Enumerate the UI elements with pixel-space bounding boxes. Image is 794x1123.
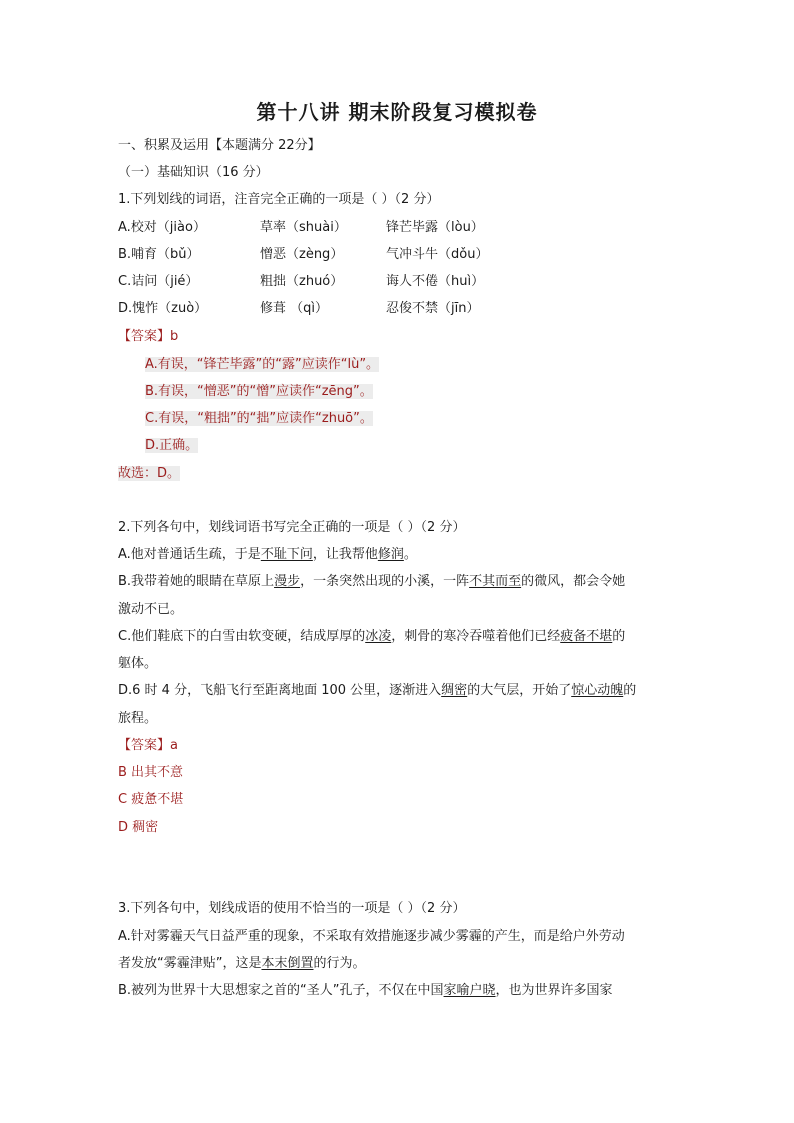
q2-note-d: D 稠密 xyxy=(118,820,159,835)
q1-explanation-d: D.正确。 xyxy=(145,438,199,453)
q2-stem: 2.下列各句中，划线词语书写完全正确的一项是（ ）（2 分） xyxy=(118,520,466,535)
text: B.我带着她的眼睛在草原上 xyxy=(118,574,275,589)
text: A.他对普通话生疏，于是 xyxy=(118,547,261,562)
underlined-term: 疲备不堪 xyxy=(560,629,613,644)
underlined-term: 绸密 xyxy=(441,683,468,698)
text: 的大气层，开始了 xyxy=(467,683,572,698)
text: 的微风，都会令她 xyxy=(521,574,626,589)
q2-option-d-cont: 旅程。 xyxy=(118,711,158,726)
q1-explanation-a: A.有误，“锋芒毕露”的“露”应读作“lù”。 xyxy=(145,357,380,372)
underlined-term: 冰凌 xyxy=(365,629,392,644)
q2-option-c xyxy=(118,628,625,646)
q1-option-c-2: 粗拙（zhuó） xyxy=(260,274,344,289)
underlined-term: 漫步 xyxy=(274,574,301,589)
text: ，让我帮他 xyxy=(312,547,378,562)
q1-option-b-2: 憎恶（zèng） xyxy=(260,247,344,262)
underlined-term: 不耻下问 xyxy=(260,547,313,562)
underlined-term: 家喻户晓 xyxy=(443,983,496,998)
q2-note-b: B 出其不意 xyxy=(118,765,184,780)
q3-option-a-cont xyxy=(118,955,366,973)
text: 者发放“雾霾津贴”，这是 xyxy=(118,956,262,971)
underlined-term: 修润 xyxy=(377,547,404,562)
q2-option-b-cont: 激动不已。 xyxy=(118,602,184,617)
q1-option-a-3: 锋芒毕露（lòu） xyxy=(386,220,484,235)
text: ，也为世界许多国家 xyxy=(495,983,613,998)
q1-option-d-2: 修葺 （qì） xyxy=(260,301,328,316)
q2-option-c-cont: 躯体。 xyxy=(118,656,158,671)
q1-answer: 【答案】b xyxy=(118,329,179,344)
q1-option-a-2: 草率（shuài） xyxy=(260,220,347,235)
q1-option-a-1: A.校对（jiào） xyxy=(118,220,206,235)
q1-option-b-3: 气冲斗牛（dǒu） xyxy=(386,247,489,262)
section-heading: 一、积累及运用【本题满分 22分】 xyxy=(118,138,321,153)
q2-option-d xyxy=(118,682,636,700)
q1-explanation-c: C.有误，“粗拙”的“拙”应读作“zhuō”。 xyxy=(145,411,373,426)
text: 。 xyxy=(403,547,417,562)
q1-option-c-1: C.诘问（jié） xyxy=(118,274,199,289)
q2-note-c: C 疲惫不堪 xyxy=(118,792,184,807)
q1-conclusion: 故选：D。 xyxy=(118,466,181,481)
text: 的 xyxy=(623,683,637,698)
underlined-term: 惊心动魄 xyxy=(571,683,624,698)
text: 的 xyxy=(612,629,626,644)
underlined-term: 本末倒置 xyxy=(261,956,314,971)
q1-stem: 1.下列划线的词语，注音完全正确的一项是（ ）（2 分） xyxy=(118,192,440,207)
q1-explanation-b: B.有误，“憎恶”的“憎”应读作“zēng”。 xyxy=(145,384,373,399)
text: ，一条突然出现的小溪，一阵 xyxy=(300,574,470,589)
q2-answer: 【答案】a xyxy=(118,738,178,753)
page-title: 第十八讲 期末阶段复习模拟卷 xyxy=(256,100,538,124)
underlined-term: 不其而至 xyxy=(469,574,522,589)
q3-option-b xyxy=(118,982,613,1000)
q1-option-d-3: 忍俊不禁（jīn） xyxy=(386,301,480,316)
text: B.被列为世界十大思想家之首的“圣人”孔子，不仅在中国 xyxy=(118,983,444,998)
text: 的行为。 xyxy=(313,956,366,971)
q2-option-a xyxy=(118,546,417,564)
q1-option-b-1: B.哺育（bǔ） xyxy=(118,247,200,262)
q1-option-d-1: D.愧怍（zuò） xyxy=(118,301,208,316)
text: C.他们鞋底下的白雪由软变硬，结成厚厚的 xyxy=(118,629,366,644)
q3-stem: 3.下列各句中，划线成语的使用不恰当的一项是（ ）（2 分） xyxy=(118,901,466,916)
subsection-heading: （一）基础知识（16 分） xyxy=(118,165,269,180)
q2-option-b xyxy=(118,573,625,591)
text: ，刺骨的寒冷吞噬着他们已经 xyxy=(391,629,561,644)
q1-option-c-3: 诲人不倦（huì） xyxy=(386,274,485,289)
text: D.6 时 4 分，飞船飞行至距离地面 100 公里，逐渐进入 xyxy=(118,683,442,698)
q3-option-a: A.针对雾霾天气日益严重的现象，不采取有效措施逐步减少雾霾的产生，而是给户外劳动 xyxy=(118,929,625,944)
